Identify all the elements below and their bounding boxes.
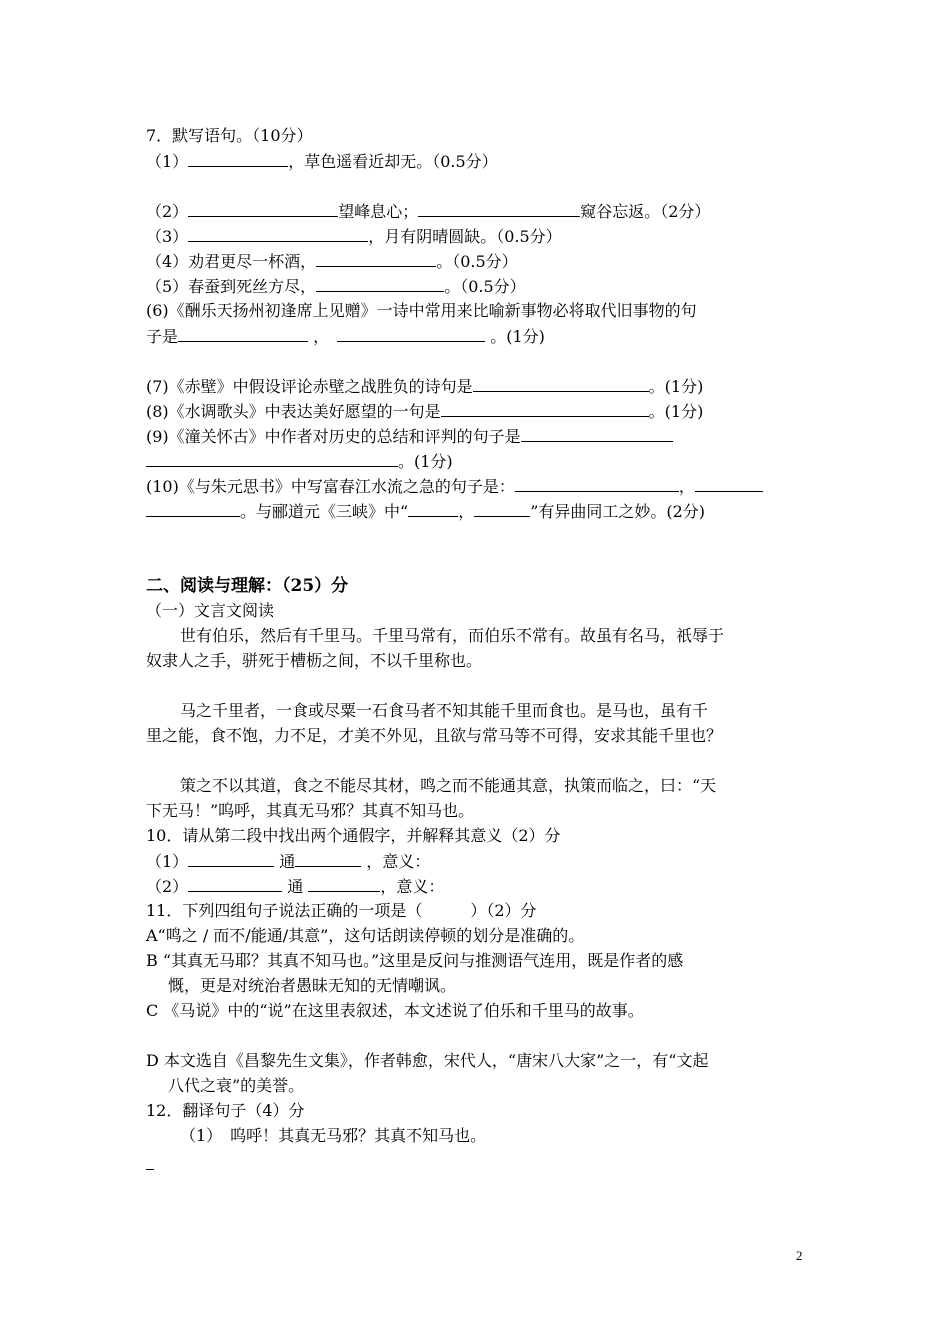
q7-4-text-b: 。（0.5分） [436, 252, 518, 271]
blank[interactable] [521, 425, 673, 442]
q7-line-6a: (6)《酬乐天扬州初逢席上见赠》一诗中常用来比喻新事物必将取代旧事物的句 [146, 301, 697, 320]
q7-10-text-e: ”有异曲同工之妙。(2分) [530, 502, 706, 521]
q7-10-text-b: ， [678, 477, 695, 496]
blank[interactable] [188, 850, 274, 867]
q7-line-9a [146, 425, 673, 448]
q7-8-text-a: (8)《水调歌头》中表达美好愿望的一句是 [146, 402, 441, 421]
q10-row-2 [146, 875, 444, 898]
blank[interactable] [474, 500, 530, 517]
q7-2-label: （2） [146, 202, 189, 221]
q7-10-text-d: ， [458, 502, 475, 521]
q7-10-text-c: 。与郦道元《三峡》中“ [240, 502, 409, 521]
passage-line: 里之能，食不饱，力不足，才美不外见，且欲与常马等不可得，安求其能千里也？ [146, 726, 723, 745]
q10-1-label: （1） [146, 852, 189, 871]
passage-line: 策之不以其道，食之不能尽其材，鸣之而不能通其意，执策而临之，曰：“天 [180, 776, 717, 795]
passage-line: 奴隶人之手，骈死于槽枥之间，不以千里称也。 [146, 651, 483, 670]
blank[interactable] [418, 200, 580, 217]
q11-option-c: C 《马说》中的“说”在这里表叙述，本文述说了伯乐和千里马的故事。 [146, 1001, 644, 1020]
q7-6-text-c: 。(1分) [485, 327, 545, 346]
q12-title: 12．翻译句子（4）分 [146, 1101, 305, 1120]
q7-9-text-a: (9)《潼关怀古》中作者对历史的总结和评判的句子是 [146, 427, 521, 446]
q7-line-10a [146, 475, 763, 498]
blank[interactable] [188, 150, 288, 167]
q7-1-label: （1） [146, 152, 189, 171]
q7-line-8 [146, 400, 703, 423]
q11-option-b-cont: 慨，更是对统治者愚昧无知的无情嘲讽。 [168, 976, 457, 995]
blank[interactable] [308, 875, 380, 892]
q7-5-text-b: 。（0.5分） [444, 277, 526, 296]
q7-3-text: ，月有阴晴圆缺。（0.5分） [368, 227, 562, 246]
answer-line-stub[interactable] [146, 1155, 154, 1170]
blank[interactable] [337, 325, 485, 342]
q10-2-meaning: ，意义： [380, 877, 445, 896]
q7-line-2 [146, 200, 710, 223]
q10-2-label: （2） [146, 877, 189, 896]
q7-line-4 [146, 250, 518, 273]
blank[interactable] [178, 325, 308, 342]
q7-4-text-a: （4）劝君更尽一杯酒， [146, 252, 317, 271]
blank[interactable] [408, 500, 458, 517]
section-subheading: （一）文言文阅读 [146, 601, 275, 620]
passage-line: 世有伯乐，然后有千里马。千里马常有，而伯乐不常有。故虽有名马，祇辱于 [180, 626, 725, 645]
page-number: 2 [796, 1248, 803, 1263]
q11-option-a: A“鸣之 / 而不/能通/其意”，这句话朗读停顿的划分是准确的。 [146, 926, 585, 945]
q10-1-tong: 通 [274, 852, 296, 871]
blank[interactable] [515, 475, 679, 492]
blank[interactable] [146, 500, 240, 517]
blank[interactable] [146, 450, 398, 467]
q7-line-9b [146, 450, 453, 473]
blank[interactable] [473, 375, 649, 392]
blank[interactable] [441, 400, 649, 417]
blank[interactable] [295, 850, 361, 867]
q7-line-1 [146, 150, 498, 173]
q12-sentence-1: （1） 呜呼！其真无马邪？其真不知马也。 [180, 1126, 487, 1145]
q7-7-text-b: 。(1分) [648, 377, 704, 396]
q7-5-text-a: （5）春蚕到死丝方尽， [146, 277, 317, 296]
passage-line: 下无马！”呜呼，其真无马邪？其真不知马也。 [146, 801, 475, 820]
q7-7-text-a: (7)《赤壁》中假设评论赤壁之战胜负的诗句是 [146, 377, 473, 396]
q7-line-3 [146, 225, 562, 248]
q11-option-d-cont: 八代之衰”的美誉。 [168, 1076, 305, 1095]
blank[interactable] [316, 250, 436, 267]
blank[interactable] [188, 225, 368, 242]
q7-3-label: （3） [146, 227, 189, 246]
q11-title: 11．下列四组句子说法正确的一项是（ ）（2）分 [146, 901, 537, 920]
q7-8-text-b: 。(1分) [648, 402, 704, 421]
q11-option-b: B “其真无马耶？其真不知马也。”这里是反问与推测语气连用，既是作者的感 [146, 951, 684, 970]
q7-line-5 [146, 275, 526, 298]
q7-title: 7．默写语句。（10分） [146, 126, 313, 145]
q10-2-tong: 通 [282, 877, 309, 896]
q10-title: 10．请从第二段中找出两个通假字，并解释其意义（2）分 [146, 826, 561, 845]
q7-line-6b [146, 325, 545, 348]
passage-line: 马之千里者，一食或尽粟一石食马者不知其能千里而食也。是马也，虽有千 [180, 701, 709, 720]
q7-6-text-a: 子是 [146, 327, 179, 346]
blank[interactable] [316, 275, 444, 292]
blank[interactable] [695, 475, 763, 492]
blank[interactable] [188, 200, 338, 217]
q7-6-text-b: ， [308, 327, 330, 346]
q7-9-text-b: 。(1分) [398, 452, 453, 471]
q11-option-d: D 本文选自《昌黎先生文集》，作者韩愈，宋代人，“唐宋八大家”之一，有“文起 [146, 1051, 709, 1070]
q7-2-text-a: 望峰息心； [338, 202, 419, 221]
section-heading: 二、阅读与理解：（25）分 [146, 576, 349, 596]
q7-10-text-a: (10)《与朱元思书》中写富春江水流之急的句子是： [146, 477, 515, 496]
q10-1-meaning: ，意义： [361, 852, 431, 871]
q7-line-10b [146, 500, 705, 523]
q7-line-7 [146, 375, 703, 398]
q7-1-text: ，草色遥看近却无。（0.5分） [288, 152, 498, 171]
q10-row-1 [146, 850, 430, 873]
q7-2-text-b: 窥谷忘返。（2分） [580, 202, 711, 221]
blank[interactable] [188, 875, 282, 892]
